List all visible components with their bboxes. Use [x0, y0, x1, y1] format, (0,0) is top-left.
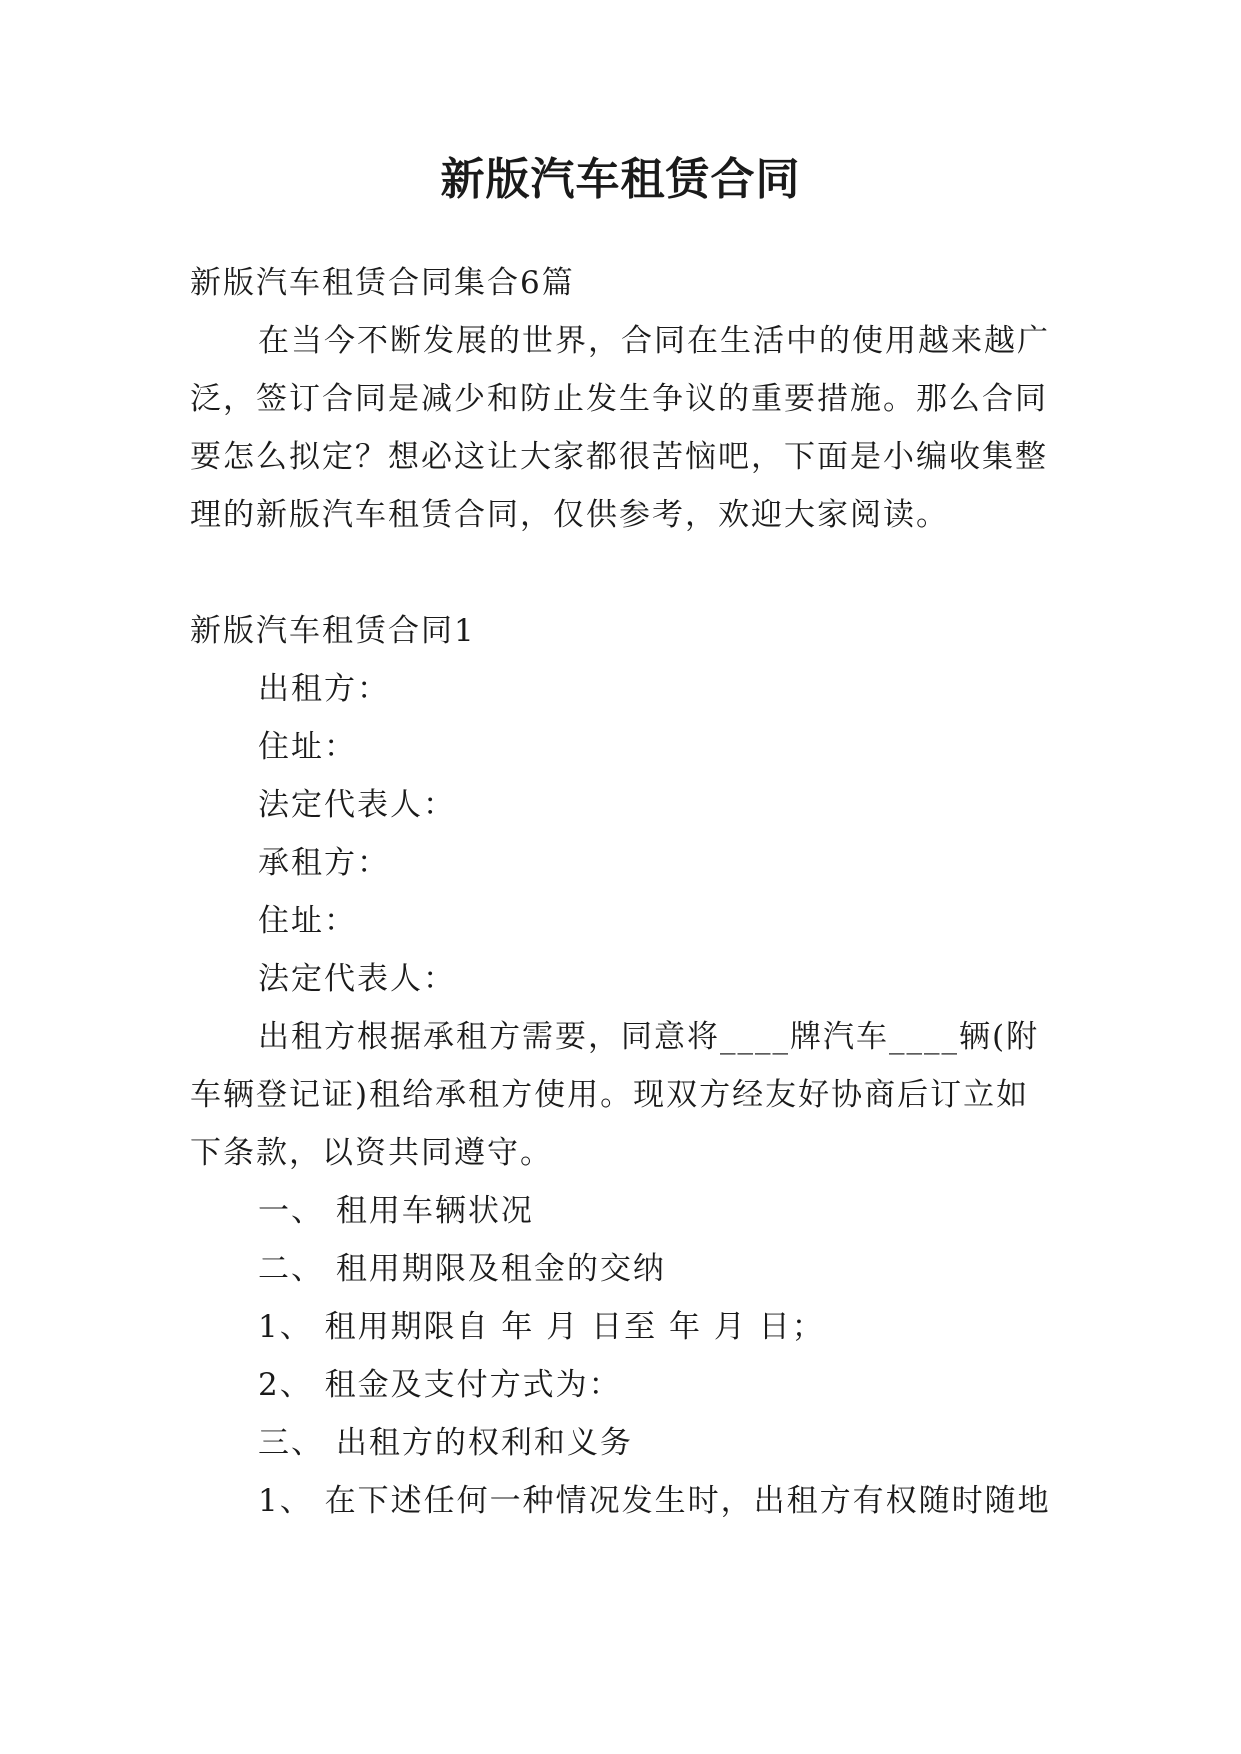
intro-line-2: 泛，签订合同是减少和防止发生争议的重要措施。那么合同 — [190, 381, 1048, 417]
field-lessee: 承租方： — [258, 845, 390, 881]
intro-line-3: 要怎么拟定？想必这让大家都很苦恼吧，下面是小编收集整 — [190, 439, 1048, 475]
document-subtitle: 新版汽车租赁合同集合6篇 — [190, 265, 575, 301]
intro-line-4: 理的新版汽车租赁合同，仅供参考，欢迎大家阅读。 — [190, 497, 949, 533]
clause-2-item-1: 1、 租用期限自 年 月 日至 年 月 日； — [258, 1309, 825, 1345]
field-lessor-address: 住址： — [258, 729, 357, 765]
agreement-line-2: 车辆登记证)租给承租方使用。现双方经友好协商后订立如 — [190, 1077, 1030, 1113]
field-lessor-representative: 法定代表人： — [258, 787, 456, 823]
agreement-line-3: 下条款，以资共同遵守。 — [190, 1135, 553, 1171]
field-lessor: 出租方： — [258, 671, 390, 707]
clause-3: 三、 出租方的权利和义务 — [258, 1425, 633, 1461]
document-title: 新版汽车租赁合同 — [440, 154, 801, 205]
field-lessee-representative: 法定代表人： — [258, 961, 456, 997]
clause-1: 一、 租用车辆状况 — [258, 1193, 534, 1229]
clause-3-item-1: 1、 在下述任何一种情况发生时，出租方有权随时随地 — [258, 1483, 1051, 1519]
intro-line-1: 在当今不断发展的世界，合同在生活中的使用越来越广 — [258, 323, 1050, 359]
section-heading: 新版汽车租赁合同1 — [190, 613, 476, 649]
field-lessee-address: 住址： — [258, 903, 357, 939]
document-body — [190, 254, 1050, 1530]
clause-2-item-2: 2、 租金及支付方式为： — [258, 1367, 622, 1403]
paragraph-gap — [190, 544, 1050, 602]
clause-2: 二、 租用期限及租金的交纳 — [258, 1251, 666, 1287]
agreement-line-1: 出租方根据承租方需要，同意将____牌汽车____辆(附 — [258, 1019, 1040, 1055]
